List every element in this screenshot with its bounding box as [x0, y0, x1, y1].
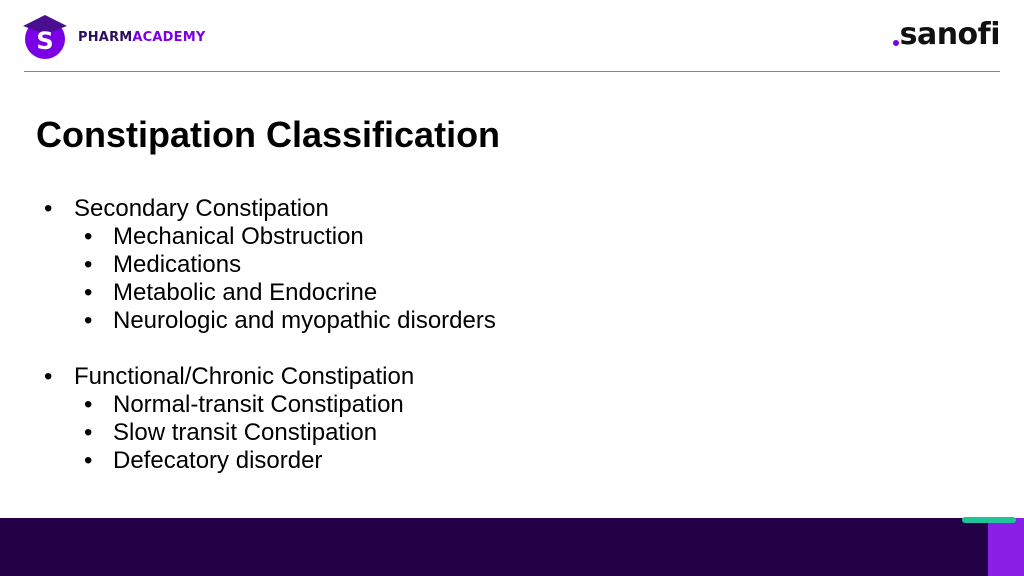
- list-subitem: [44, 391, 496, 419]
- footer-band: [0, 518, 1024, 576]
- section-label: Functional/Chronic Constipation: [74, 363, 415, 390]
- brand-name: [78, 30, 206, 45]
- subitem-label: Mechanical Obstruction: [113, 223, 364, 250]
- brand-name-part2: ACADEMY: [132, 29, 206, 45]
- bullet-icon: •: [44, 363, 53, 390]
- subitem-label: Medications: [113, 251, 242, 278]
- subitem-label: Defecatory disorder: [113, 447, 323, 474]
- list-spacer: [44, 335, 496, 363]
- list-item-secondary: [44, 195, 496, 223]
- sanofi-dot-icon: [893, 40, 899, 46]
- bullet-list: [44, 195, 496, 475]
- pharmacademy-logo: [22, 14, 206, 60]
- footer-accent-line: [962, 517, 1016, 523]
- sanofi-logo: [893, 17, 1000, 52]
- subitem-label: Neurologic and myopathic disorders: [113, 307, 496, 334]
- list-subitem: [44, 307, 496, 335]
- bullet-icon: •: [84, 307, 93, 334]
- list-subitem: [44, 447, 496, 475]
- footer-accent-block: [988, 518, 1024, 576]
- brand-name-part1: PHARM: [78, 29, 133, 45]
- section-label: Secondary Constipation: [74, 195, 329, 222]
- logo-letter: S: [36, 27, 54, 55]
- header-divider: [24, 71, 1000, 72]
- list-subitem: [44, 251, 496, 279]
- list-subitem: [44, 419, 496, 447]
- bullet-icon: •: [84, 391, 93, 418]
- bullet-icon: •: [84, 447, 93, 474]
- list-subitem: [44, 223, 496, 251]
- subitem-label: Slow transit Constipation: [113, 419, 378, 446]
- subitem-label: Normal-transit Constipation: [113, 391, 404, 418]
- bullet-icon: •: [44, 195, 53, 222]
- bullet-icon: •: [84, 223, 93, 250]
- company-name: sanofi: [899, 17, 1000, 52]
- list-subitem: [44, 279, 496, 307]
- list-item-functional: [44, 363, 496, 391]
- graduation-cap-s-icon: [22, 14, 68, 60]
- slide-title: Constipation Classification: [36, 114, 501, 155]
- bullet-icon: •: [84, 251, 93, 278]
- bullet-icon: •: [84, 419, 93, 446]
- subitem-label: Metabolic and Endocrine: [113, 279, 378, 306]
- bullet-icon: •: [84, 279, 93, 306]
